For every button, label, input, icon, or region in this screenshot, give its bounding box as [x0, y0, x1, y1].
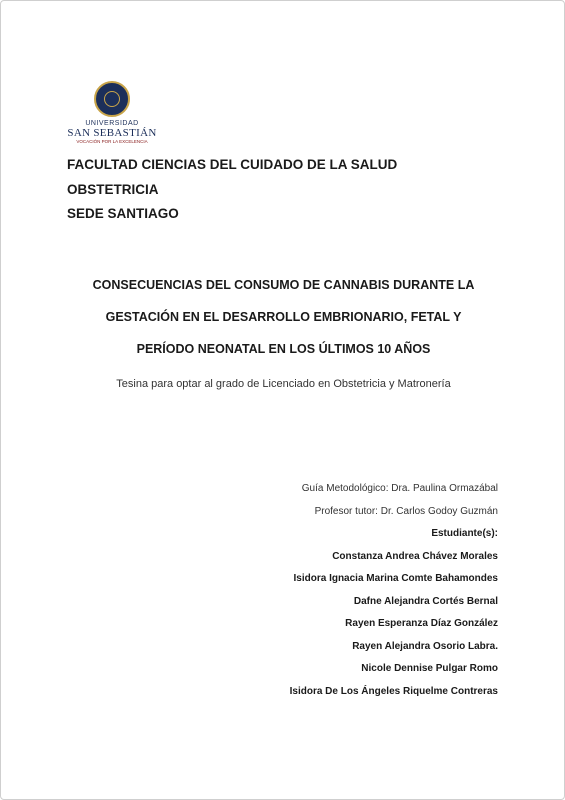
- student-name: Isidora De Los Ángeles Riquelme Contreras: [289, 686, 498, 697]
- thesis-title-line-1: CONSECUENCIAS DEL CONSUMO DE CANNABIS DURANTE LA: [92, 278, 475, 292]
- student-name: Constanza Andrea Chávez Morales: [332, 551, 498, 562]
- thesis-title-line-3: PERÍODO NEONATAL EN LOS ÚLTIMOS 10 AÑOS: [136, 342, 431, 356]
- methodology-guide: Guía Metodológico: Dra. Paulina Ormazábal: [301, 483, 498, 494]
- campus-name: SEDE SANTIAGO: [67, 206, 179, 221]
- logo-line-2: SAN SEBASTIÁN: [67, 127, 157, 139]
- student-name: Nicole Dennise Pulgar Romo: [361, 663, 498, 674]
- thesis-subtitle: Tesina para optar al grado de Licenciado en Obstetricia y Matronería: [116, 378, 451, 390]
- student-name: Rayen Esperanza Díaz González: [345, 618, 498, 629]
- student-name: Dafne Alejandra Cortés Bernal: [353, 596, 498, 607]
- student-name: Isidora Ignacia Marina Comte Bahamondes: [293, 573, 498, 584]
- students-label: Estudiante(s):: [431, 528, 498, 539]
- logo-line-1: UNIVERSIDAD: [85, 120, 139, 127]
- thesis-tutor: Profesor tutor: Dr. Carlos Godoy Guzmán: [314, 506, 498, 517]
- faculty-name: FACULTAD CIENCIAS DEL CUIDADO DE LA SALUD: [67, 157, 398, 172]
- logo-line-3: VOCACIÓN POR LA EXCELENCIA: [76, 139, 148, 144]
- student-name: Rayen Alejandra Osorio Labra.: [352, 641, 498, 652]
- program-name: OBSTETRICIA: [67, 182, 159, 197]
- university-seal-icon: [94, 81, 130, 117]
- thesis-title-line-2: GESTACIÓN EN EL DESARROLLO EMBRIONARIO, FETAL Y: [105, 310, 462, 324]
- university-logo: [67, 81, 157, 147]
